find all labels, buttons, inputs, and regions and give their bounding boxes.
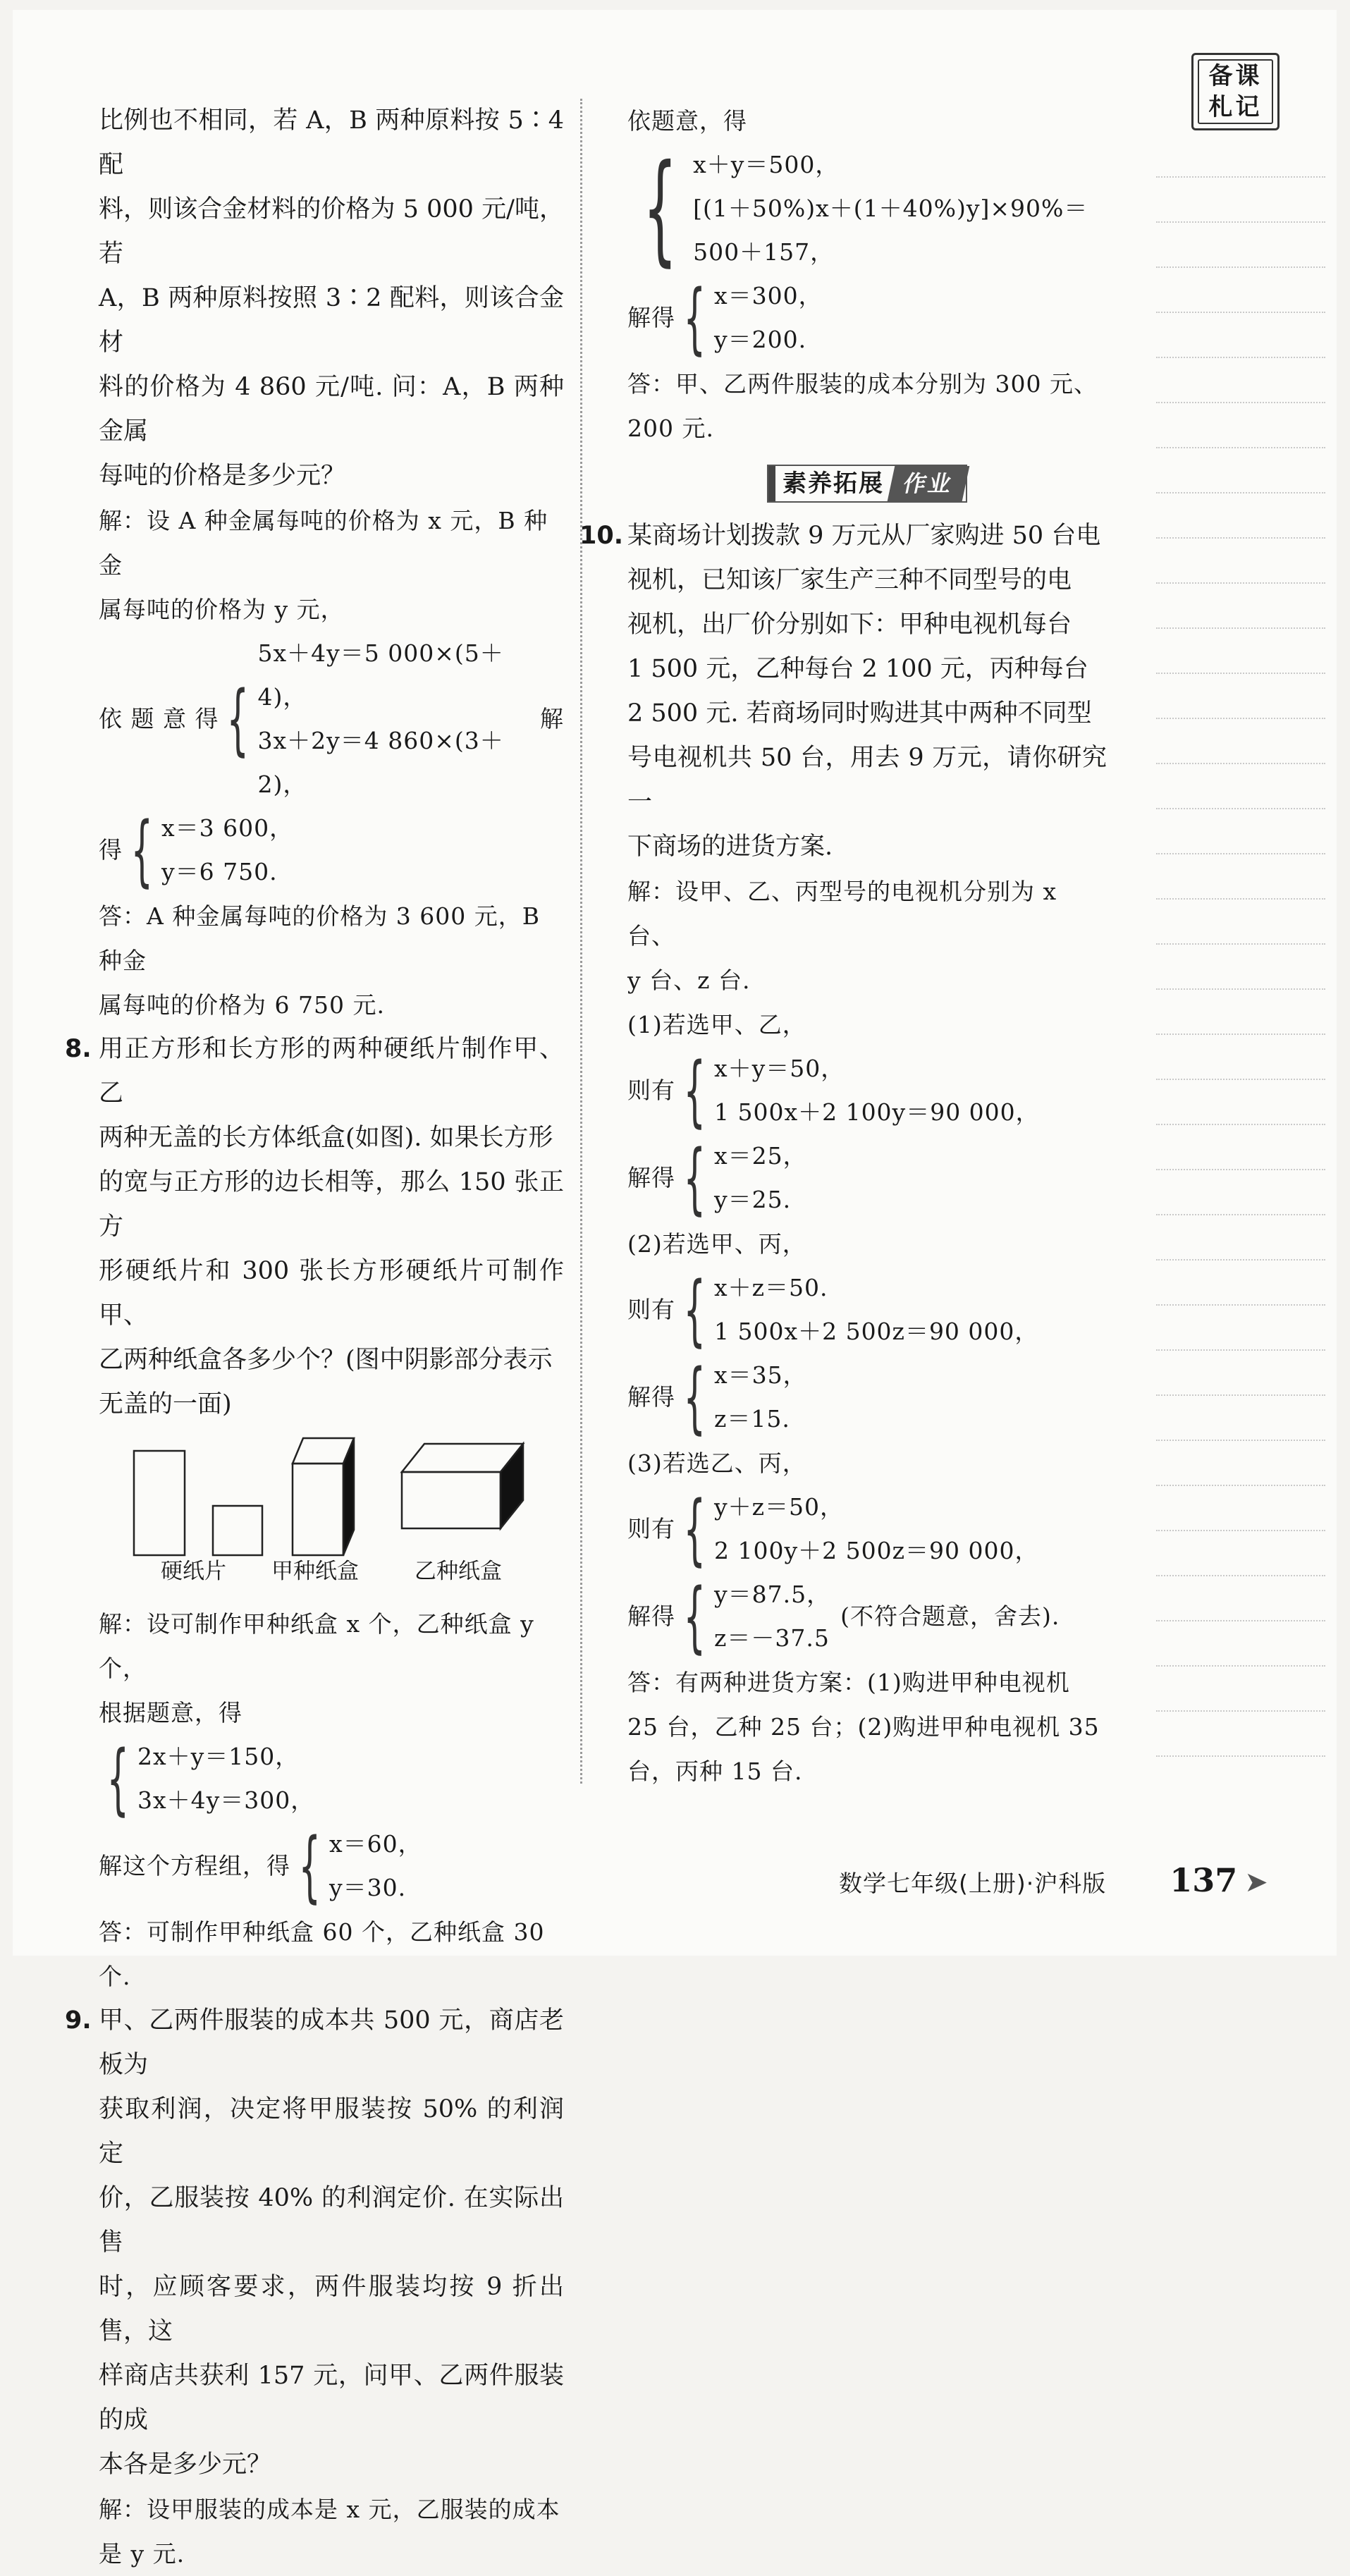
column-divider xyxy=(580,99,582,1784)
solution-line: 根据题意，得 xyxy=(99,1699,243,1726)
equation: 2x＋y＝150， xyxy=(137,1743,300,1770)
answer-line: 25 台，乙种 25 台；(2)购进甲种电视机 35 xyxy=(627,1713,1100,1741)
solution-line: 解：设甲服装的成本是 x 元，乙服装的成本 xyxy=(99,2496,560,2523)
equation: 500＋157， xyxy=(693,238,835,266)
problem-number: 9. xyxy=(65,2006,92,2035)
box-figure-svg xyxy=(99,1435,564,1555)
system-lead: 依 题 意 得 xyxy=(99,705,219,732)
solution-line: 解：设可制作甲种纸盒 x 个，乙种纸盒 y 个， xyxy=(99,1610,534,1682)
figure-label: 乙种纸盒 xyxy=(415,1559,502,1584)
text-line: 获取利润，决定将甲服装按 50% 的利润定 xyxy=(99,2095,564,2168)
text-line: 2 500 元. 若商场同时购进其中两种不同型 xyxy=(627,699,1092,728)
solution-system xyxy=(627,1134,1107,1222)
system-lead: 则有 xyxy=(627,1515,675,1542)
problem-7-continuation xyxy=(99,99,564,498)
equation: y＋z＝50， xyxy=(714,1493,845,1521)
solution-line: 属每吨的价格为 y 元， xyxy=(99,596,345,623)
equation-system xyxy=(627,1485,1107,1573)
text-line: 每吨的价格是多少元？ xyxy=(99,462,346,490)
right-column xyxy=(579,99,1107,1793)
system-lead: 解得 xyxy=(627,1164,675,1191)
text-line: 价，乙服装按 40% 的利润定价. 在实际出售 xyxy=(99,2184,564,2257)
rectangle-card-icon xyxy=(134,1451,185,1555)
answer-line: 答：可制作甲种纸盒 60 个，乙种纸盒 30 个. xyxy=(99,1918,545,1990)
text-line: 视机，已知该厂家生产三种不同型号的电 xyxy=(627,566,1072,594)
system-lead: 解得 xyxy=(627,1602,675,1630)
equation: 2 100y＋2 500z＝90 000， xyxy=(714,1537,1039,1564)
answer-line: 200 元. xyxy=(627,415,714,442)
figure-label: 硬纸片 xyxy=(161,1559,226,1584)
equation: y＝200. xyxy=(714,326,807,353)
box-a-icon xyxy=(293,1438,354,1555)
equation-system xyxy=(627,139,1107,278)
equation: 5x＋4y＝5 000×(5＋4)， xyxy=(257,639,504,711)
text-line: 本各是多少元？ xyxy=(99,2451,272,2479)
text-line: 某商场计划拨款 9 万元从厂家购进 50 台电 xyxy=(627,522,1101,550)
system-lead: 解得 xyxy=(627,304,675,331)
case-heading: (2)若选甲、丙， xyxy=(627,1230,806,1258)
equation: y＝87.5， xyxy=(714,1581,831,1608)
equation: x＝60， xyxy=(329,1830,422,1858)
text-line: 形硬纸片和 300 张长方形硬纸片可制作甲、 xyxy=(99,1257,564,1330)
text-line: 两种无盖的长方体纸盒(如图). 如果长方形 xyxy=(99,1124,553,1152)
equation-system xyxy=(99,1735,564,1822)
brace-icon: { xyxy=(683,1265,706,1355)
left-column xyxy=(65,99,564,2576)
problem-number: 8. xyxy=(65,1035,92,1063)
page-footer xyxy=(839,1861,1268,1899)
notes-lines xyxy=(1156,176,1325,1801)
book-title: 数学七年级(上册)·沪科版 xyxy=(839,1870,1107,1897)
equation: x＋z＝50. xyxy=(714,1274,828,1301)
equation: 1 500x＋2 100y＝90 000， xyxy=(714,1098,1040,1126)
text-line: 比例也不相同，若 A，B 两种原料按 5∶4 配 xyxy=(99,106,564,179)
solution-line: y 台、z 台. xyxy=(627,967,751,994)
equation: x＝300， xyxy=(714,282,823,309)
answer-line: 答：A 种金属每吨的价格为 3 600 元，B 种金 xyxy=(99,902,541,974)
text-line: 时，应顾客要求，两件服装均按 9 折出售，这 xyxy=(99,2273,564,2345)
equation: 1 500x＋2 500z＝90 000， xyxy=(714,1318,1039,1345)
problem-8 xyxy=(65,1027,564,1427)
problem-number: 10. xyxy=(579,522,624,550)
badge-line-1: 备课 xyxy=(1208,62,1263,90)
brace-icon: { xyxy=(683,273,706,363)
square-card-icon xyxy=(213,1506,262,1555)
equation: [(1＋50%)x＋(1＋40%)y]×90%＝ xyxy=(693,195,1088,222)
equation: y＝30. xyxy=(329,1874,407,1901)
solution-system xyxy=(99,806,564,894)
equation-system xyxy=(627,1047,1107,1134)
brace-icon: { xyxy=(227,674,250,764)
text-line: 的宽与正方形的边长相等，那么 150 张正方 xyxy=(99,1168,564,1241)
text-line: 号电视机共 50 台，用去 9 万元，请你研究一 xyxy=(627,744,1107,816)
solution-system xyxy=(99,1822,564,1910)
solution-line: 依题意，得 xyxy=(627,107,747,135)
box-b-icon xyxy=(402,1444,523,1528)
banner-title: 素养拓展 xyxy=(782,469,884,498)
system-lead: 得 xyxy=(99,836,123,864)
answer-line: 答：甲、乙两件服装的成本分别为 300 元、 xyxy=(627,370,1098,398)
badge-line-2: 札记 xyxy=(1208,93,1263,121)
case-heading: (3)若选乙、丙， xyxy=(627,1449,806,1477)
equation: x＋y＝500， xyxy=(693,151,840,178)
solution-system xyxy=(627,1573,1107,1660)
equation: y＝6 750. xyxy=(161,858,278,885)
solution-line: 解：设甲、乙、丙型号的电视机分别为 x 台、 xyxy=(627,878,1057,950)
text-line: 料，则该合金材料的价格为 5 000 元/吨，若 xyxy=(99,195,564,268)
problem-9 xyxy=(65,1999,564,2487)
banner-tag: 作业 xyxy=(888,466,970,501)
corner-arrow-icon: ➤ xyxy=(1244,1866,1268,1899)
text-line: 无盖的一面) xyxy=(99,1390,232,1418)
solution-line: 是 y 元. xyxy=(99,2540,185,2568)
page-number: 137 xyxy=(1170,1861,1238,1899)
box-figure xyxy=(99,1435,564,1597)
equation-system xyxy=(627,1266,1107,1354)
equation: x＝35， xyxy=(714,1361,807,1389)
equation: z＝－37.5 xyxy=(714,1624,830,1652)
answer-line: 属每吨的价格为 6 750 元. xyxy=(99,991,385,1019)
text-line: 下商场的进货方案. xyxy=(627,833,833,861)
equation: y＝25. xyxy=(714,1186,792,1213)
solution-system xyxy=(627,274,1107,362)
system-lead: 则有 xyxy=(627,1077,675,1104)
text-line: A，B 两种原料按照 3∶2 配料，则该合金材 xyxy=(99,284,564,357)
system-lead: 解这个方程组，得 xyxy=(99,1852,290,1879)
brace-icon: { xyxy=(683,1484,706,1574)
equation: 3x＋4y＝300， xyxy=(137,1786,315,1814)
text-line: 1 500 元，乙种每台 2 100 元，丙种每台 xyxy=(627,655,1088,683)
equation: 3x＋2y＝4 860×(3＋2)， xyxy=(257,727,504,798)
notes-badge xyxy=(1191,53,1280,130)
system-lead: 则有 xyxy=(627,1296,675,1323)
solution-line: 解：设 A 种金属每吨的价格为 x 元，B 种金 xyxy=(99,507,548,579)
text-line: 乙两种纸盒各多少个？(图中阴影部分表示 xyxy=(99,1346,553,1374)
text-line: 甲、乙两件服装的成本共 500 元，商店老板为 xyxy=(99,2006,564,2079)
brace-icon: { xyxy=(683,1571,706,1662)
answer-line: 答：有两种进货方案：(1)购进甲种电视机 xyxy=(627,1669,1070,1696)
banner-mark-icon xyxy=(768,466,775,501)
equation: x＝25， xyxy=(714,1142,807,1170)
text-line: 用正方形和长方形的两种硬纸片制作甲、乙 xyxy=(99,1035,564,1108)
equation: z＝15. xyxy=(714,1405,790,1433)
text-line: 料的价格为 4 860 元/吨. 问：A，B 两种金属 xyxy=(99,373,564,446)
system-tail: 解 xyxy=(540,705,564,732)
problem-10 xyxy=(579,514,1107,869)
text-line: 样商店共获利 157 元，问甲、乙两件服装的成 xyxy=(99,2362,564,2434)
system-lead: 解得 xyxy=(627,1383,675,1411)
equation: x＋y＝50， xyxy=(714,1055,845,1082)
brace-icon: { xyxy=(106,1734,130,1824)
figure-label: 甲种纸盒 xyxy=(271,1559,359,1584)
brace-icon: { xyxy=(683,1133,706,1223)
brace-icon: { xyxy=(683,1352,706,1442)
brace-icon: { xyxy=(643,139,678,278)
answer-line: 台，丙种 15 台. xyxy=(627,1758,803,1785)
equation: x＝3 600， xyxy=(161,814,294,842)
case-heading: (1)若选甲、乙， xyxy=(627,1011,806,1038)
text-line: 视机，出厂价分别如下：甲种电视机每台 xyxy=(627,611,1072,639)
equation-system xyxy=(99,632,564,806)
system-note: (不符合题意，舍去). xyxy=(840,1602,1060,1630)
brace-icon: { xyxy=(130,805,154,895)
brace-icon: { xyxy=(298,1821,321,1911)
section-banner xyxy=(627,465,1107,503)
solution-system xyxy=(627,1354,1107,1441)
brace-icon: { xyxy=(683,1045,706,1136)
